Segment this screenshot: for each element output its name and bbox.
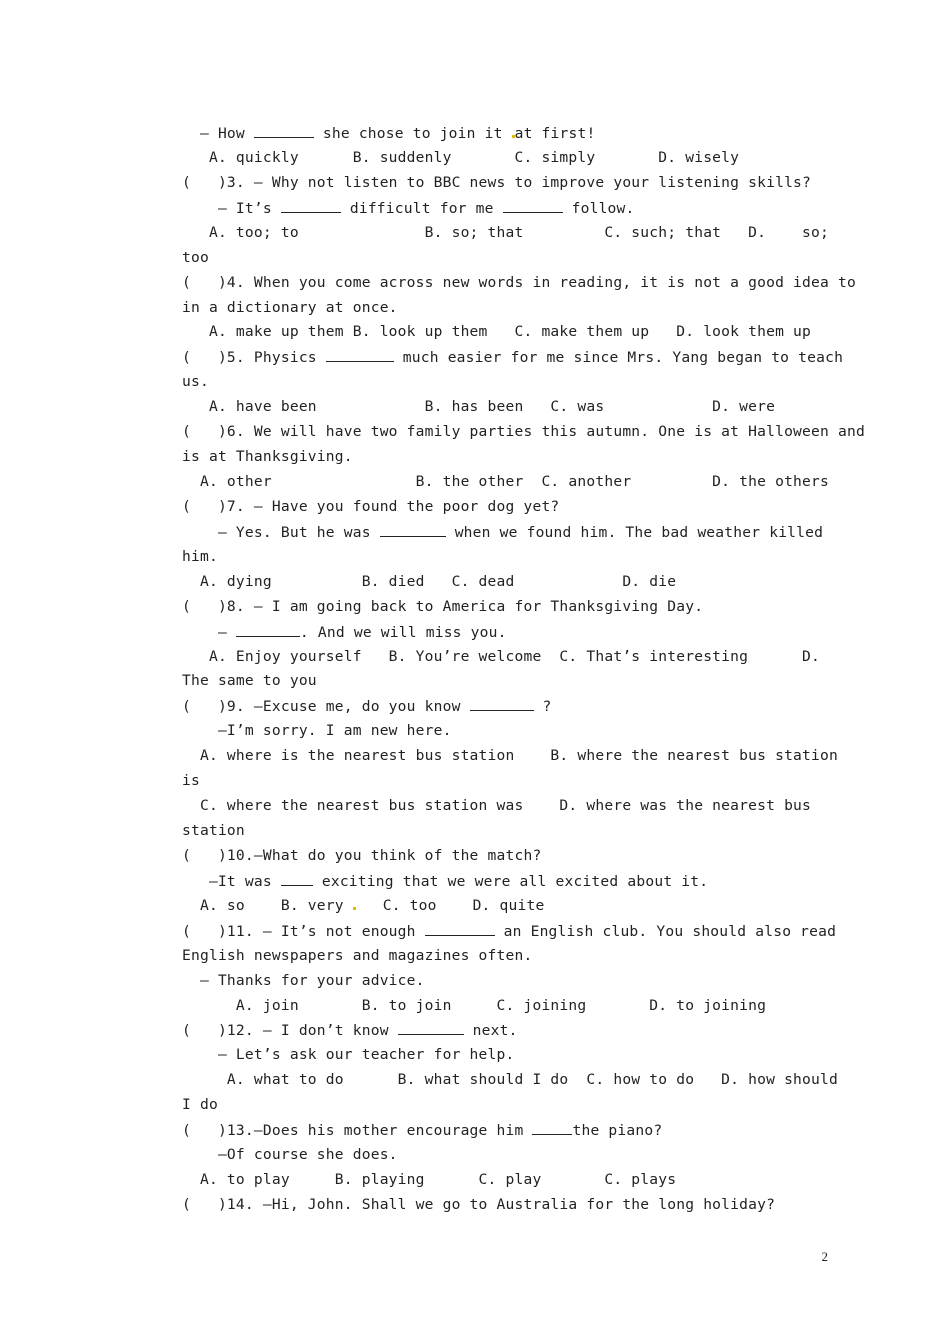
text-line xyxy=(182,1096,828,1114)
text-line xyxy=(182,398,828,416)
text-segment: A. what to do B. what should I do C. how to do D. how should xyxy=(182,1071,838,1089)
text-line xyxy=(182,323,828,341)
text-segment: ( )14. —Hi, John. Shall we go to Australia for the long holiday? xyxy=(182,1195,776,1213)
text-segment: — It’s xyxy=(182,199,281,217)
text-line xyxy=(182,623,828,642)
text-line xyxy=(182,498,828,516)
text-line xyxy=(182,598,828,616)
text-line xyxy=(182,747,838,765)
text-segment: station xyxy=(182,822,245,840)
text-segment: A. join B. to join C. joining D. to joining xyxy=(182,996,767,1014)
text-line xyxy=(182,1196,828,1214)
text-line xyxy=(182,872,828,891)
text-segment: A. other B. the other C. another D. the others xyxy=(182,473,830,491)
text-segment: ( )10.—What do you think of the match? xyxy=(182,846,542,864)
text-line xyxy=(182,473,828,491)
text-segment: ( )7. — Have you found the poor dog yet? xyxy=(182,497,560,515)
text-segment: next. xyxy=(463,1022,518,1040)
text-line xyxy=(182,523,828,542)
text-segment: — Yes. But he was xyxy=(182,523,380,541)
text-line xyxy=(182,1071,838,1089)
text-line xyxy=(182,922,837,941)
text-segment: C. where the nearest bus station was D. where was the nearest bus xyxy=(182,797,812,815)
text-segment: A. to play B. playing C. play C. plays xyxy=(182,1171,677,1189)
text-segment: I do xyxy=(182,1096,218,1114)
answer-blank xyxy=(470,697,534,711)
text-segment: The same to you xyxy=(182,672,317,690)
text-segment: ? xyxy=(533,698,552,716)
text-line xyxy=(182,772,828,790)
text-segment: ( )13.—Does his mother encourage him xyxy=(182,1122,533,1140)
text-segment: A. make up them B. look up them C. make them up D. look them up xyxy=(182,323,812,341)
text-segment: —Of course she does. xyxy=(182,1146,398,1164)
text-segment: ( )8. — I am going back to America for Thanksgiving Day. xyxy=(182,597,704,615)
text-line xyxy=(182,822,828,840)
text-segment: ( )11. — It’s not enough xyxy=(182,922,425,940)
text-segment: English newspapers and magazines often. xyxy=(182,946,533,964)
text-line xyxy=(182,174,828,192)
text-segment: an English club. You should also read xyxy=(494,922,837,940)
text-segment: ( )4. When you come across new words in reading, it is not a good idea to xyxy=(182,273,856,291)
text-line xyxy=(182,672,828,690)
text-line xyxy=(182,972,828,990)
text-line xyxy=(182,273,856,292)
text-segment: she chose to join it xyxy=(313,125,512,142)
text-line xyxy=(182,199,828,218)
text-segment: ( )3. — Why not listen to BBC news to improve your listening skills? xyxy=(182,173,812,191)
answer-blank xyxy=(281,872,313,886)
text-line xyxy=(182,348,844,367)
text-segment: A. dying B. died C. dead D. die xyxy=(182,572,677,590)
text-segment: ( )12. — I don’t know xyxy=(182,1022,398,1040)
text-line xyxy=(182,697,828,716)
text-segment: at first! xyxy=(514,125,596,142)
text-segment: ( )9. —Excuse me, do you know xyxy=(182,698,470,716)
answer-blank xyxy=(532,1121,572,1135)
text-line xyxy=(182,299,828,317)
text-line xyxy=(182,423,865,441)
text-segment: difficult for me xyxy=(340,199,503,217)
text-line xyxy=(182,224,828,242)
text-segment: A. quickly B. suddenly C. simply D. wisely xyxy=(182,148,740,166)
text-line xyxy=(182,1121,828,1140)
text-line xyxy=(182,1021,828,1040)
text-segment: A. Enjoy yourself B. You’re welcome C. That’s interesting D. xyxy=(182,647,821,665)
text-segment: ( )5. Physics xyxy=(182,349,326,367)
text-segment: — Let’s ask our teacher for help. xyxy=(182,1046,515,1064)
text-line xyxy=(182,997,828,1015)
text-line xyxy=(182,1171,828,1189)
text-segment: —I’m sorry. I am new here. xyxy=(182,722,452,740)
text-segment: C. too D. quite xyxy=(355,896,545,914)
text-segment: the piano? xyxy=(572,1122,663,1140)
text-line xyxy=(182,448,828,466)
text-segment: — xyxy=(182,623,236,641)
answer-blank xyxy=(326,348,394,362)
text-line xyxy=(182,149,828,167)
text-segment: A. have been B. has been C. was D. were xyxy=(182,398,776,416)
text-segment: — Thanks for your advice. xyxy=(182,971,425,989)
answer-blank xyxy=(503,199,563,213)
text-segment: is xyxy=(182,772,200,790)
answer-blank xyxy=(380,523,446,537)
text-line xyxy=(182,722,828,740)
text-segment: is at Thanksgiving. xyxy=(182,448,353,466)
answer-blank xyxy=(236,623,300,637)
answer-blank xyxy=(281,199,341,213)
text-segment: us. xyxy=(182,373,209,391)
answer-blank xyxy=(254,124,314,138)
text-segment: — How xyxy=(182,125,254,142)
text-line xyxy=(182,1046,828,1064)
text-segment: in a dictionary at once. xyxy=(182,298,398,316)
text-segment: A. too; to B. so; that C. such; that D. so; xyxy=(182,223,830,241)
text-segment: ( )6. We will have two family parties this autumn. One is at Halloween and xyxy=(182,423,865,441)
text-line xyxy=(182,373,828,391)
text-segment: too xyxy=(182,248,209,266)
text-line xyxy=(182,897,828,915)
text-line xyxy=(182,797,828,815)
text-segment: A. so B. very xyxy=(182,896,353,914)
text-segment: . And we will miss you. xyxy=(299,623,507,641)
text-segment: him. xyxy=(182,547,218,565)
answer-blank xyxy=(398,1021,464,1035)
text-segment: exciting that we were all excited about it. xyxy=(312,872,709,890)
text-line xyxy=(182,573,828,591)
text-segment: much easier for me since Mrs. Yang began to teach xyxy=(393,349,844,367)
text-line xyxy=(182,648,828,666)
text-line xyxy=(182,548,828,566)
answer-blank xyxy=(425,922,495,936)
text-segment: A. where is the nearest bus station B. where the nearest bus station xyxy=(182,747,838,765)
text-line xyxy=(182,124,828,143)
text-line xyxy=(182,847,828,865)
text-segment: follow. xyxy=(562,199,635,217)
page-number: 2 xyxy=(821,1249,828,1264)
text-segment: —It was xyxy=(182,872,281,890)
text-line xyxy=(182,249,828,267)
text-line xyxy=(182,1146,828,1164)
text-line xyxy=(182,947,828,965)
text-segment: when we found him. The bad weather killed xyxy=(445,523,824,541)
